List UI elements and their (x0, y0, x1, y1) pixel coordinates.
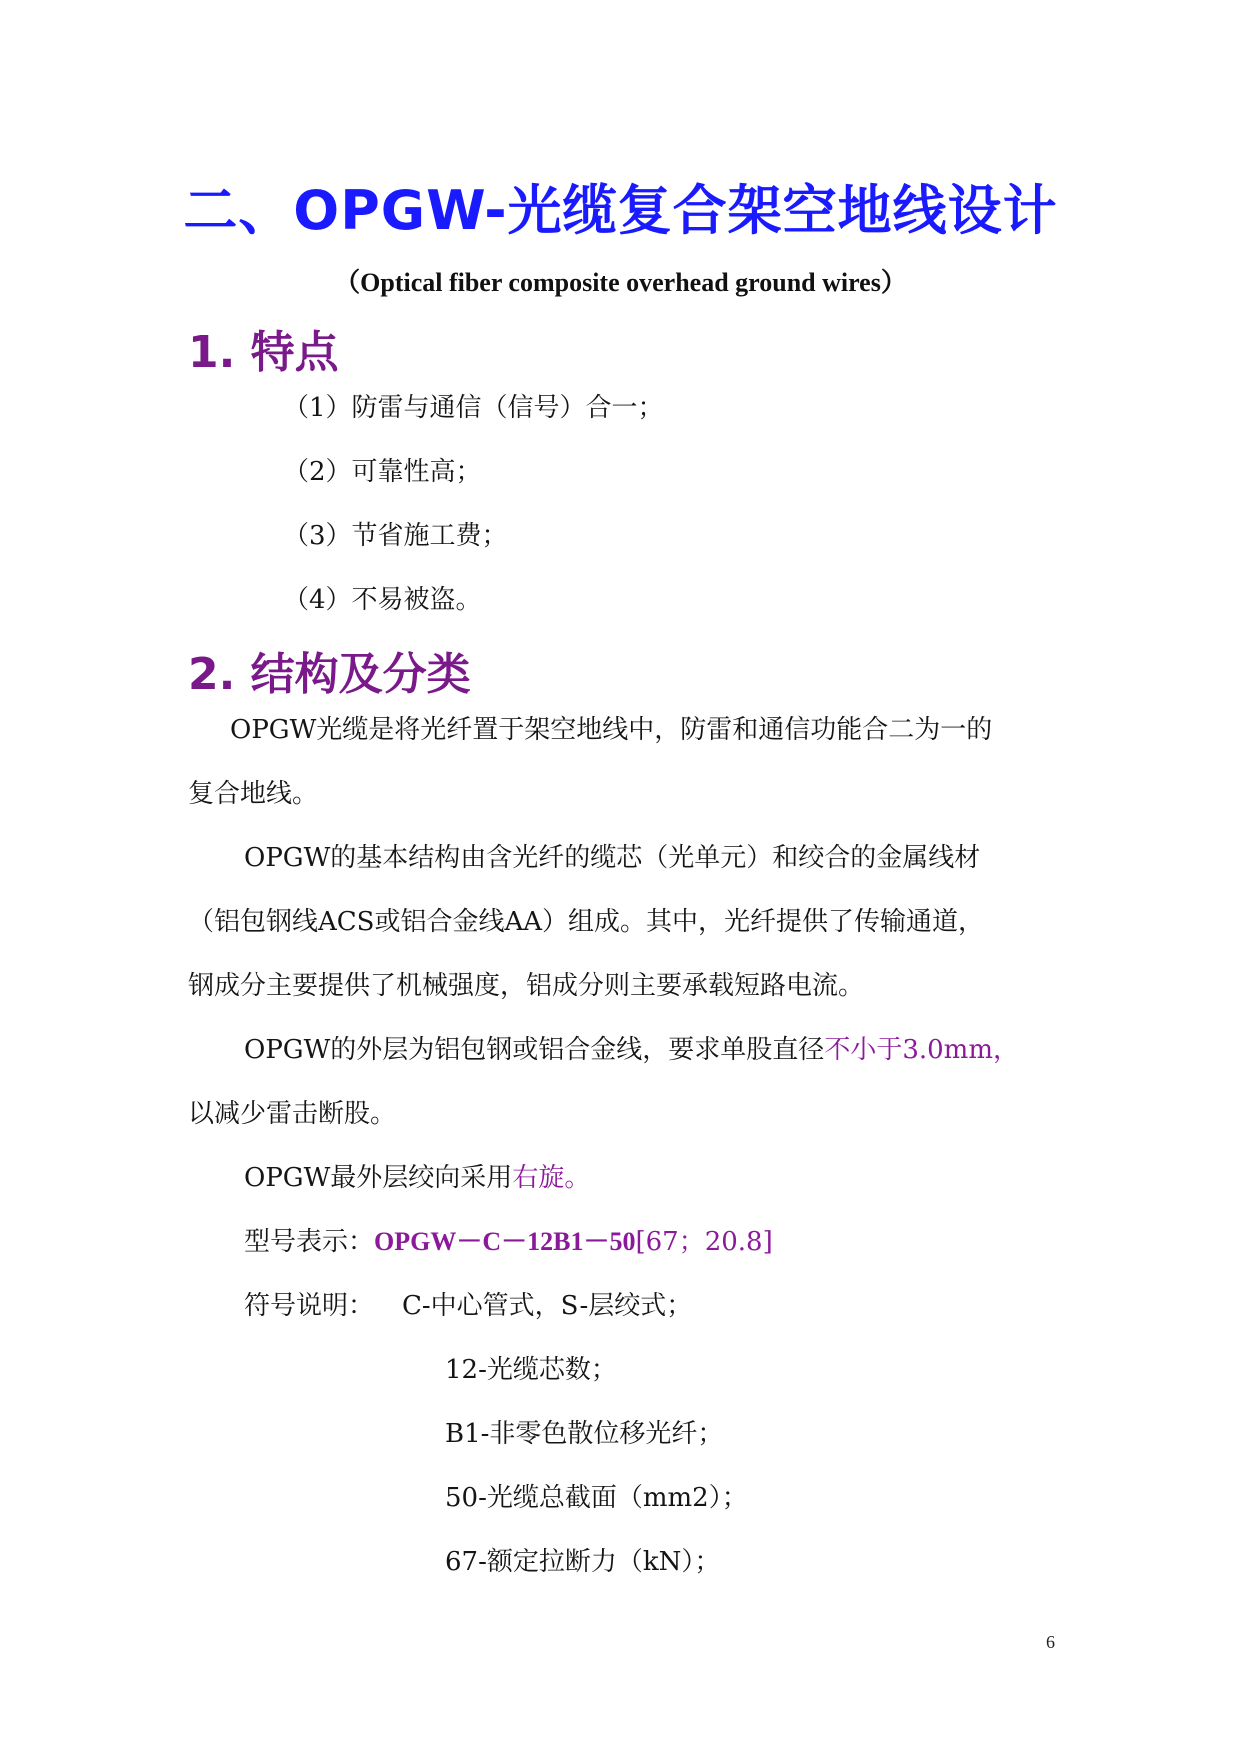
symbol-item: B1-非零色散位移光纤； (445, 1419, 724, 1449)
symbol-item: 12-光缆芯数； (445, 1355, 617, 1385)
feature-item: （2）可靠性高； (283, 457, 482, 487)
feature-item: （3）节省施工费； (283, 521, 508, 551)
symbol-label: 符号说明： (244, 1291, 375, 1321)
page-title: 二、OPGW-光缆复合架空地线设计 (183, 179, 1058, 242)
model-value-bracket: [67；20.8] (635, 1227, 773, 1257)
model-line (244, 1224, 773, 1260)
symbol-item: C-中心管式，S-层绞式； (402, 1291, 693, 1321)
paragraph-line: 钢成分主要提供了机械强度，铝成分则主要承载短路电流。 (188, 971, 865, 1001)
feature-item: （4）不易被盗。 (283, 585, 482, 615)
paragraph-line (244, 1032, 1019, 1068)
page-subtitle: （Optical fiber composite overhead ground wires） (334, 268, 907, 297)
highlight-text: 不小于3.0mm， (824, 1035, 1019, 1065)
feature-item: （1）防雷与通信（信号）合一； (283, 393, 664, 423)
paragraph-line: OPGW的基本结构由含光纤的缆芯（光单元）和绞合的金属线材 (244, 843, 981, 873)
paragraph-line: （铝包钢线ACS或铝合金线AA）组成。其中，光纤提供了传输通道， (188, 907, 985, 937)
paragraph-text: OPGW的外层为铝包钢或铝合金线，要求单股直径 (244, 1035, 825, 1065)
paragraph-line: 以减少雷击断股。 (188, 1099, 397, 1129)
section-heading-features: 1. 特点 (188, 327, 339, 378)
paragraph-line: OPGW光缆是将光纤置于架空地线中，防雷和通信功能合二为一的 (230, 715, 993, 745)
highlight-text: 右旋。 (512, 1163, 591, 1193)
model-value: OPGW－C－12B1－50 (374, 1227, 636, 1256)
symbol-item: 67-额定拉断力（kN）； (445, 1547, 721, 1577)
model-label: 型号表示： (244, 1227, 375, 1257)
symbol-item: 50-光缆总截面（mm2）； (445, 1483, 748, 1513)
paragraph-line: 复合地线。 (188, 779, 319, 809)
page-number: 6 (1046, 1632, 1055, 1652)
section-heading-structure: 2. 结构及分类 (188, 649, 471, 700)
paragraph-text: OPGW最外层绞向采用 (244, 1163, 513, 1193)
paragraph-line (244, 1160, 590, 1196)
